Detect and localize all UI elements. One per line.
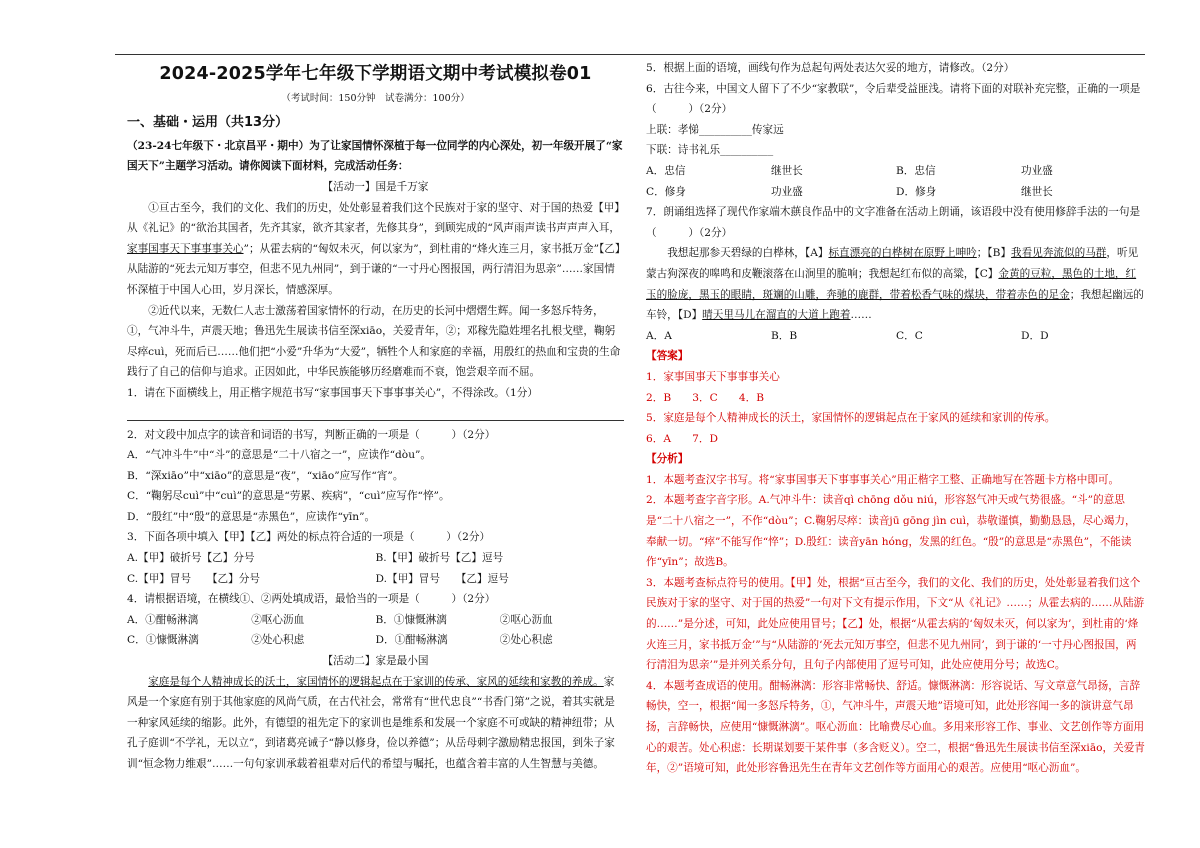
q4-option-c2: ②处心积虑 — [251, 634, 305, 647]
activity1-paragraph1: ①亘古至今，我们的文化、我们的历史，处处彰显着我们这个民族对于家的坚守、对于国的热爱【甲】从《礼记》的“欲治其国者，先齐其家，欲齐其家者，先修其身”，到顾宪成的“风声雨声读书声声声入耳，家事国事天下事事事关心”；从霍去病的“匈奴未灭，何以家为”，到杜甫的“烽火连三月，家书抵万金”【乙】从陆游的“死去元知万事空，但悲不见九州同”，到于谦的“一寸丹心图报国，两行清泪为思亲”……家国情怀深植于中国人心田，岁月深长，情感深厚。 — [127, 201, 621, 296]
q7-options — [646, 326, 1146, 347]
q7-option-b: B．B — [771, 329, 798, 342]
right-column — [646, 58, 1146, 779]
q4-option-b1: B．①慷慨淋漓 — [375, 613, 447, 626]
analysis-4: 4．本题考查成语的使用。酣畅淋漓：形容非常畅快、舒适。慷慨淋漓：形容说话、写文章意气昂扬，言辞畅快，空一，根据“闻一多怒斥特务，①，气冲斗牛，声震天地”语境可知，此处形容闻一多的演讲意气昂扬，言辞畅快，应使用“慷慨淋漓”。呕心沥血：比喻费尽心血。多用来形容工作、事业、文艺创作等方面用心的艰苦。处心积虑：长期谋划要干某件事（多含贬义）。空二，根据“鲁迅先生展读书信至深xiāo，关爱青年，②”语境可知，此处形容鲁迅先生在青年文艺创作等方面用心的艰苦。应使用“呕心沥血”。 — [646, 679, 1145, 775]
q3-option-b: B.【甲】破折号【乙】逗号 — [375, 552, 504, 565]
exam-title: 2024-2025学年七年级下学期语文期中考试模拟卷01 — [159, 64, 592, 84]
intro-text: （23-24七年级下・北京昌平・期中）为了让家国情怀深植于每一位同学的内心深处，初一年级开展了“家国天下”主题学习活动。请你阅读下面材料，完成活动任务： — [127, 139, 623, 173]
analysis-label: 【分析】 — [646, 453, 689, 466]
header-rule — [115, 54, 1145, 55]
underlined-phrase: 家事国事天下事事事关心 — [127, 242, 244, 255]
activity1-paragraph2: ②近代以来，无数仁人志士激荡着国家情怀的行动，在历史的长河中熠熠生辉。闻一多怒斥特务，①，气冲斗牛，声震天地；鲁迅先生展读书信至深xiāo，关爱青年，②；邓稼先隐姓埋名扎根戈壁，鞠躬尽瘁cuì，死而后已……他们把“小爱”升华为“大爱”，牺牲个人和家庭的幸福，用殷红的热血和宝贵的生命践行了自己的信仰与追求。正因如此，中华民族能够历经磨难而不衰，饱尝艰辛而不屈。 — [127, 304, 621, 379]
q7-passage: 我想起那参天碧绿的白桦林，【A】标直漂亮的白桦树在原野上呻吟；【B】我看见奔流似的马群，听见蒙古狗深夜的嗥鸣和皮鞭滚落在山涧里的脆响；我想起红布似的高粱，【C】金黄的豆粒，黑色的土地，红玉的脸庞，黑玉的眼睛，斑斓的山雕，奔驰的鹿群，带着松香气味的煤块，带着赤色的足金；我想起幽远的车铃，【D】晴天里马儿在溜直的大道上跑着…… — [646, 247, 1144, 322]
q4-option-d2: ②处心积虑 — [499, 634, 553, 647]
answer-6-7: 6．A 7．D — [646, 432, 718, 445]
q6-options-row2 — [646, 182, 1146, 203]
q3-option-a: A.【甲】破折号【乙】分号 — [127, 552, 255, 565]
q2-option-a: A．“气冲斗牛”中“斗”的意思是“二十八宿之一”，应读作“dòu”。 — [127, 449, 432, 462]
q7-option-d: D．D — [1021, 329, 1049, 342]
activity2-paragraph: 家庭是每个人精神成长的沃土，家国情怀的逻辑起点在于家训的传承、家风的延续和家教的养成。家风是一个家庭有别于其他家庭的风尚气质，在古代社会，常常有“世代忠良”“书香门第”之说，着其实就是一种家风延续的缩影。此外，有德望的祖先定下的家训也是维系和发展一个家庭不可或缺的精神纽带；从孔子庭训“不学礼，无以立”，到诸葛亮诫子“静以修身，俭以养德”；从岳母刺字激励精忠报国，到朱子家训“恒念物力维艰”……一句句家训承载着祖辈对后代的希望与嘱托，也蕴含着丰富的人生智慧与美德。 — [127, 675, 615, 770]
q4-option-a1: A．①酣畅淋漓 — [127, 613, 199, 626]
question-3: 3．下面各项中填入【甲】【乙】两处的标点符合适的一项是（ ）（2分） — [127, 531, 491, 544]
q2-option-d: D．“殷红”中“殷”的意思是“赤黑色”，应读作“yīn”。 — [127, 510, 376, 523]
answer-2-4: 2．B 3．C 4．B — [646, 391, 765, 404]
q3-option-c: C.【甲】冒号 【乙】分号 — [127, 572, 260, 585]
answer-line — [127, 406, 624, 421]
question-7: 7．朗诵组选择了现代作家端木蕻良作品中的文字准备在活动上朗诵，该语段中没有使用修辞手法的一句是（ ）（2分） — [646, 206, 1141, 239]
q6-option-a2: 继世长 — [771, 164, 803, 177]
question-1: 1．请在下面横线上，用正楷字规范书写“家事国事天下事事事关心”，不得涂改。（1分） — [127, 386, 538, 399]
q6-option-c2: 功业盛 — [771, 185, 803, 198]
answer-label: 【答案】 — [646, 350, 689, 363]
question-6: 6．古往今来，中国文人留下了不少“家教联”，令后辈受益匪浅。请将下面的对联补充完整，正确的一项是（ ）（2分） — [646, 82, 1141, 116]
q3-options-row1 — [127, 548, 624, 569]
section-heading: 一、基础・运用（共13分） — [127, 115, 289, 131]
q3-option-d: D.【甲】冒号 【乙】逗号 — [375, 572, 509, 585]
analysis-2: 2．本题考查字音字形。A.气冲斗牛：读音qì chōng dǒu niú，形容怒气冲天或气势很盛。“斗”的意思是“二十八宿之一”，不作“dòu”；C.鞠躬尽瘁：读音jū gōng jìn cuì，恭敬谨慎，勤勤恳恳，尽心竭力，奉献一切。“瘁”不能写作“悴”；D.殷红：读音yān hóng，发黑的红色。“殷”的意思是“赤黑色”，不能读作“yīn”；故选B。 — [646, 494, 1136, 569]
q6-options-row1 — [646, 161, 1146, 182]
q4-option-a2: ②呕心沥血 — [251, 613, 305, 626]
q6-option-b1: B．忠信 — [896, 164, 936, 177]
q2-option-c: C．“鞠躬尽cuì”中“cuì”的意思是“劳累、疾病”，“cuì”应写作“悴”。 — [127, 490, 450, 503]
q4-options-row1 — [127, 610, 624, 631]
left-column — [127, 58, 624, 775]
exam-subtitle: （考试时间：150分钟 试卷满分：100分） — [281, 92, 470, 104]
q2-option-b: B．“深xiāo”中“xiāo”的意思是“夜”，“xiāo”应写作“宵”。 — [127, 469, 404, 482]
q6-option-b2: 功业盛 — [1021, 164, 1053, 177]
answer-5: 5．家庭是每个人精神成长的沃土，家国情怀的逻辑起点在于家风的延续和家训的传承。 — [646, 412, 1056, 425]
analysis-1: 1．本题考查汉字书写。将“家事国事天下事事事关心”用正楷字工整、正确地写在答题卡方格中即可。 — [646, 473, 1120, 486]
answer-1: 1．家事国事天下事事事关心 — [646, 370, 780, 383]
couplet-lower: 下联：诗书礼乐__________ — [646, 144, 774, 157]
question-2: 2．对文段中加点字的读音和词语的书写，判断正确的一项是（ ）（2分） — [127, 428, 496, 441]
q6-option-d2: 继世长 — [1021, 185, 1053, 198]
q4-option-c1: C．①慷慨淋漓 — [127, 634, 199, 647]
q6-option-a1: A．忠信 — [646, 164, 686, 177]
q4-option-b2: ②呕心沥血 — [499, 613, 553, 626]
q3-options-row2 — [127, 569, 624, 590]
q4-option-d1: D．①酣畅淋漓 — [375, 634, 448, 647]
underlined-sentence: 家庭是每个人精神成长的沃土，家国情怀的逻辑起点在于家训的传承、家风的延续和家教的养成。 — [148, 675, 604, 688]
question-5: 5．根据上面的语境，画线句作为总起句两处表达欠妥的地方，请修改。（2分） — [646, 62, 1015, 74]
activity2-title: 【活动二】家是最小国 — [322, 655, 429, 668]
q6-option-c1: C．修身 — [646, 185, 686, 198]
couplet-upper: 上联：孝悌__________传家远 — [646, 123, 784, 136]
q7-option-a: A．A — [646, 329, 672, 342]
question-4: 4．请根据语境，在横线①、②两处填成语，最恰当的一项是（ ）（2分） — [127, 593, 496, 606]
activity1-title: 【活动一】国是千万家 — [322, 180, 429, 193]
q6-option-d1: D．修身 — [896, 185, 937, 198]
analysis-3: 3．本题考查标点符号的使用。【甲】处，根据“亘古至今，我们的文化、我们的历史，处处彰显着我们这个民族对于家的坚守、对于国的热爱”一句对下文有提示作用，下文“从《礼记》……；从霍去病的……从陆游的……”是分述，可知，此处应使用冒号；【乙】处，根据“从霍去病的‘匈奴未灭，何以家为’，到杜甫的‘烽火连三月，家书抵万金’”与“从陆游的‘死去元知万事空，但悲不见九州同’，到于谦的‘一寸丹心图报国，两行清泪为思亲’”是并列关系分句，且句子内部使用了逗号可知，此处应使用分号；故选C。 — [646, 576, 1145, 672]
q7-option-c: C．C — [896, 329, 923, 342]
q4-options-row2 — [127, 630, 624, 651]
